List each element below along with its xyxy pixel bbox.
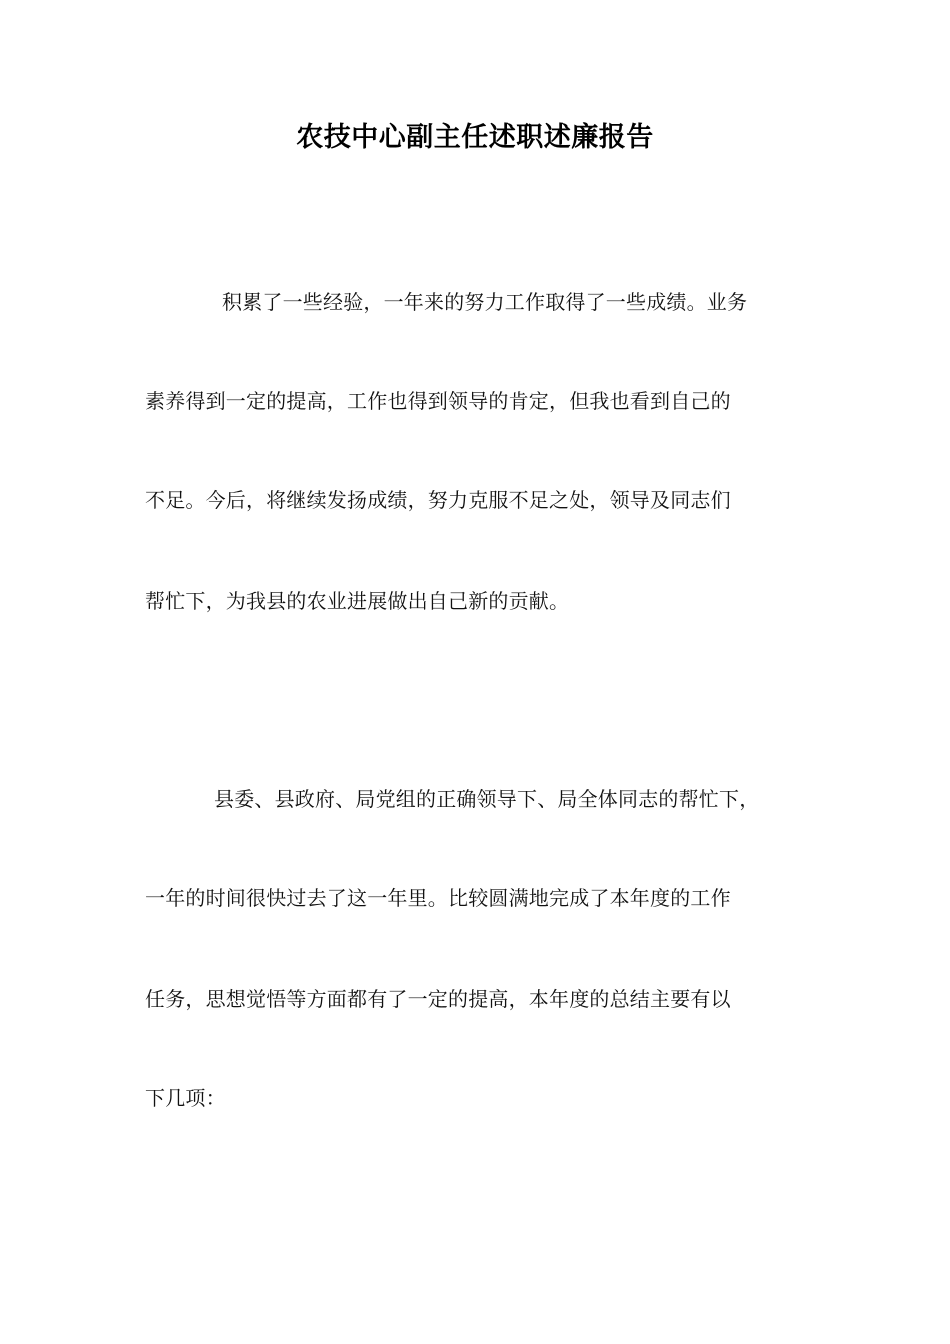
- paragraph-line: 县委、县政府、局党组的正确领导下、局全体同志的帮忙下，: [214, 787, 760, 811]
- paragraph-line: 不足。今后，将继续发扬成绩，努力克服不足之处，领导及同志们: [145, 488, 731, 512]
- paragraph-line: 积累了一些经验，一年来的努力工作取得了一些成绩。业务: [222, 290, 748, 314]
- paragraph-line: 帮忙下，为我县的农业进展做出自己新的贡献。: [145, 589, 570, 613]
- document-title: 农技中心副主任述职述廉报告: [296, 122, 654, 153]
- paragraph-line: 任务，思想觉悟等方面都有了一定的提高，本年度的总结主要有以: [145, 987, 731, 1011]
- paragraph-line: 素养得到一定的提高，工作也得到领导的肯定，但我也看到自己的: [145, 389, 731, 413]
- paragraph-line: 下几项：: [145, 1086, 226, 1110]
- paragraph-line: 一年的时间很快过去了这一年里。比较圆满地完成了本年度的工作: [145, 886, 731, 910]
